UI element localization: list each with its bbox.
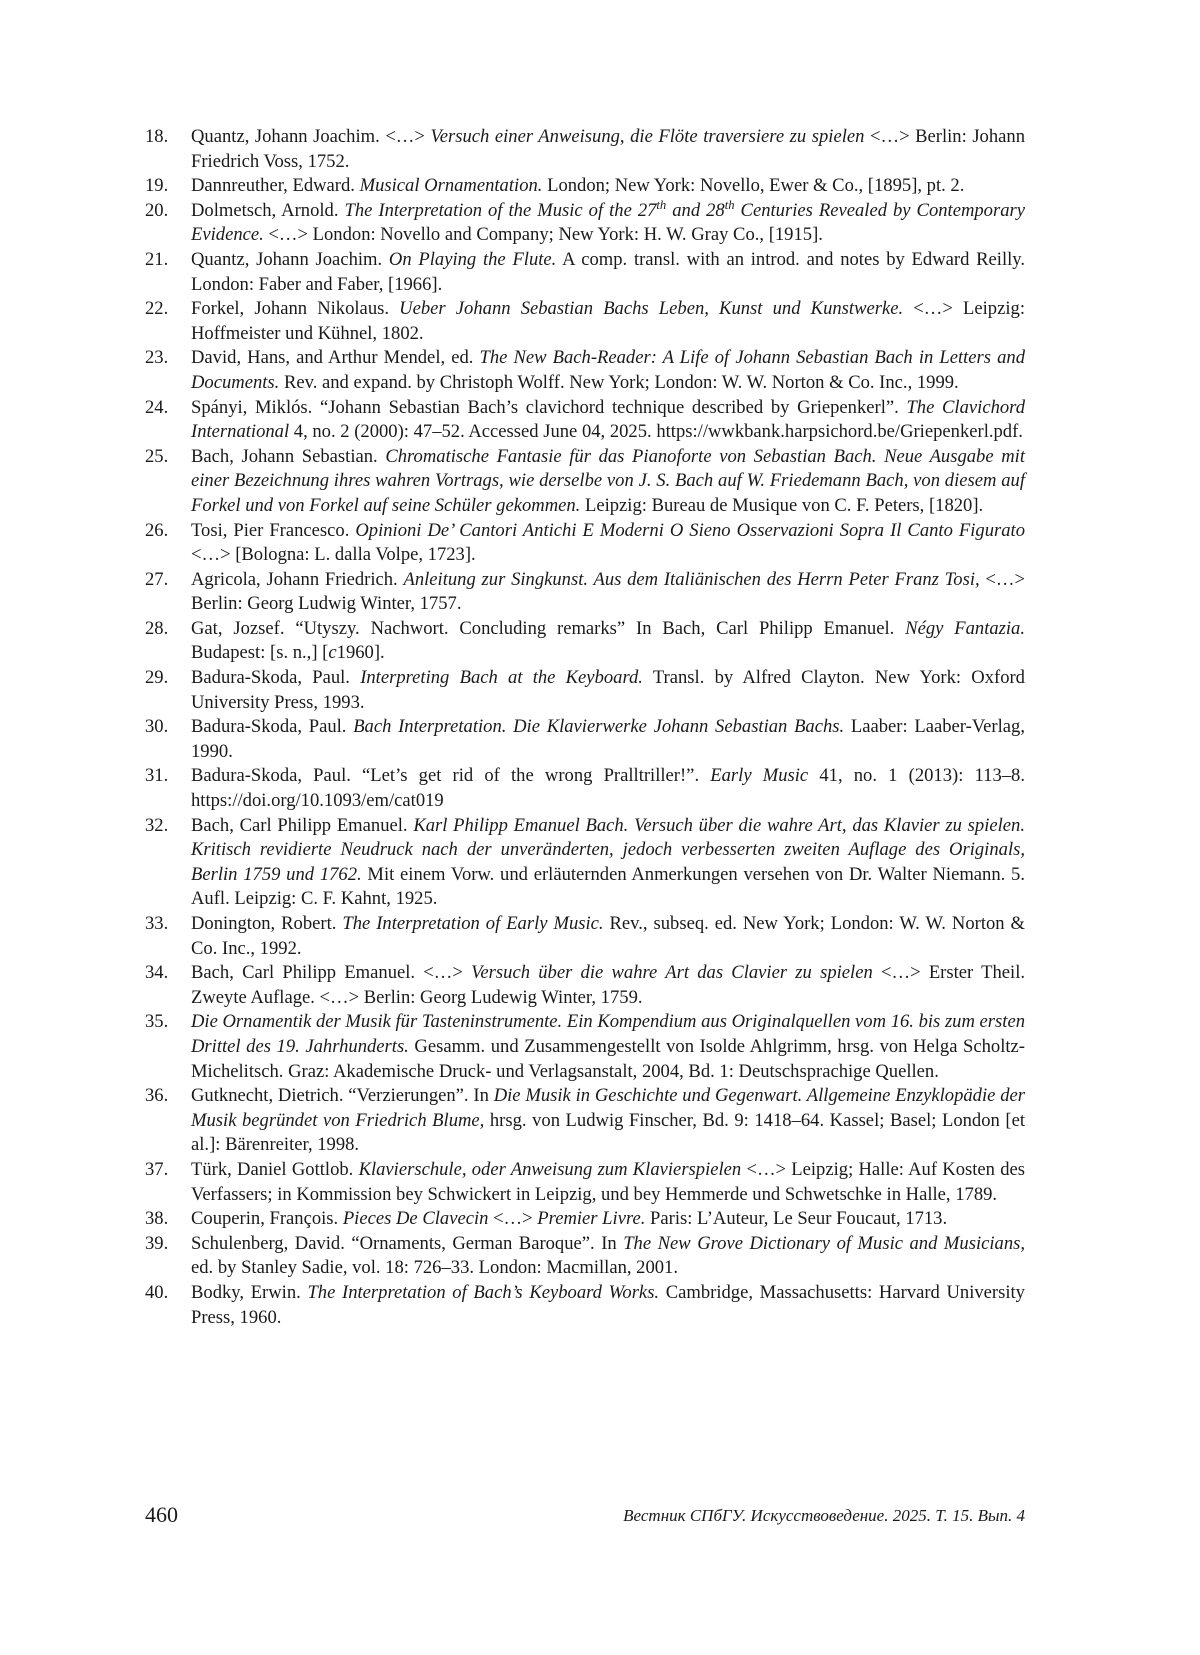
reference-number: 24.: [145, 396, 169, 418]
text-segment: A comp. transl. with an introd. and notes by Edward Reilly. London: Faber and Faber, [1966].: [191, 248, 1026, 295]
reference-text: [191, 913, 1025, 959]
reference-item: [145, 1010, 1025, 1084]
text-segment: Quantz, Johann Joachim.: [191, 248, 389, 270]
text-segment: 41, no. 1 (2013): 113–8. https://doi.org/10.1093/em/cat019: [191, 765, 1025, 812]
text-segment: <…> Leipzig; Halle: Auf Kosten des Verfassers; in Kommission bey Schwickert in Leipzig, und bey Hemmerde und Schwetschke in Halle, 1789.: [191, 1158, 1025, 1205]
italic-title-segment: Opinioni De’ Cantori Antichi E Moderni O Sieno Osservazioni Sopra Il Canto Figurato: [355, 519, 1025, 541]
italic-title-segment: Early Music: [710, 765, 809, 787]
reference-text: [191, 667, 1025, 713]
reference-number: 20.: [145, 199, 169, 221]
text-segment: Gutknecht, Dietrich. “Verzierungen”. In: [191, 1085, 494, 1107]
text-segment: Spányi, Miklós. “Johann Sebastian Bach’s clavichord technique described by Griepenkerl”.: [191, 396, 907, 418]
italic-title-segment: Bach Interpretation. Die Klavierwerke Johann Sebastian Bachs.: [353, 716, 845, 738]
text-segment: Mit einem Vorw. und erläuternden Anmerkungen versehen von Dr. Walter Niemann. 5. Aufl. Leipzig: C. F. Kahnt, 1925.: [191, 863, 1025, 910]
reference-item: [145, 568, 1025, 617]
text-segment: <…> London: Novello and Company; New York: H. W. Gray Co., [1915].: [263, 224, 823, 246]
reference-text: [191, 1208, 947, 1229]
text-segment: Gat, Jozsef. “Utyszy. Nachwort. Concluding remarks” In Bach, Carl Philipp Emanuel.: [191, 617, 906, 639]
reference-text: [191, 197, 1025, 246]
superscript-text: th: [724, 197, 735, 212]
text-segment: Bach, Carl Philipp Emanuel.: [191, 814, 414, 836]
italic-title-segment: The Interpretation of Early Music.: [342, 913, 604, 934]
text-segment: Budapest: [s. n.,] [: [191, 642, 329, 664]
text-segment: Laaber: Laaber-Verlag, 1990.: [191, 716, 1025, 762]
italic-title-segment: On Playing the Flute.: [388, 248, 557, 270]
reference-text: [191, 716, 1025, 762]
italic-title-segment: The New Grove Dictionary of Music and Musicians,: [623, 1232, 1026, 1254]
reference-item: [145, 199, 1025, 248]
italic-title-segment: Interpreting Bach at the Keyboard.: [360, 667, 643, 689]
reference-text: [191, 618, 1025, 664]
reference-number: 23.: [145, 347, 169, 369]
text-segment: <…> Berlin: Johann Friedrich Voss, 1752.: [191, 126, 1025, 172]
italic-title-segment: Die Musik in Geschichte und Gegenwart. Allgemeine Enzyklopädie der Musik begründet von Friedrich Blume,: [191, 1085, 1025, 1131]
reference-item: [145, 445, 1025, 519]
reference-text: [191, 1159, 1025, 1205]
italic-title-segment: Négy Fantazia.: [905, 617, 1026, 639]
reference-item: [145, 248, 1025, 297]
text-segment: David, Hans, and Arthur Mendel, ed.: [191, 347, 480, 369]
reference-text: [191, 1282, 1025, 1328]
italic-title-segment: Ueber Johann Sebastian Bachs Leben, Kunst und Kunstwerke.: [399, 298, 904, 320]
text-segment: Bach, Carl Philipp Emanuel. <…>: [191, 962, 472, 984]
reference-text: [191, 765, 1025, 811]
reference-item: [145, 1207, 1025, 1232]
page-footer: [145, 1502, 1025, 1532]
reference-text: [191, 397, 1025, 443]
reference-text: [191, 815, 1025, 910]
reference-number: 39.: [145, 1232, 169, 1254]
text-segment: Agricola, Johann Friedrich.: [191, 568, 404, 590]
text-segment: ed. by Stanley Sadie, vol. 18: 726–33. London: Macmillan, 2001.: [191, 1257, 678, 1279]
reference-item: [145, 174, 1025, 199]
italic-title-segment: Musical Ornamentation.: [359, 175, 543, 197]
reference-list: [145, 125, 1025, 1330]
text-segment: <…> Berlin: Georg Ludwig Winter, 1757.: [191, 568, 1025, 615]
reference-number: 29.: [145, 667, 169, 689]
reference-item: [145, 912, 1025, 961]
italic-title-segment: The Clavichord International: [191, 396, 1026, 443]
running-title: Вестник СПбГУ. Искусствоведение. 2025. Т. 15. Вып. 4: [623, 1506, 1025, 1525]
text-segment: Dolmetsch, Arnold.: [191, 199, 345, 221]
reference-number: 19.: [145, 175, 169, 197]
reference-item: [145, 297, 1025, 346]
text-segment: Quantz, Johann Joachim. <…>: [191, 126, 431, 147]
reference-text: [191, 126, 1025, 172]
reference-number: 33.: [145, 913, 169, 934]
reference-number: 22.: [145, 298, 169, 320]
reference-number: 30.: [145, 716, 169, 738]
text-segment: Badura-Skoda, Paul. “Let’s get rid of the wrong Pralltriller!”.: [191, 765, 711, 787]
italic-title-segment: Die Ornamentik der Musik für Tasteninstrumente. Ein Kompendium aus Originalquellen vom 16. bis zum ersten Drittel des 19. Jahrhunderts.: [191, 1011, 1025, 1057]
reference-text: [191, 175, 964, 196]
reference-number: 21.: [145, 248, 169, 270]
reference-number: 37.: [145, 1158, 169, 1180]
italic-title-segment: Premier Livre.: [537, 1208, 646, 1230]
superscript-text: th: [656, 197, 667, 212]
reference-number: 28.: [145, 617, 169, 639]
reference-text: [191, 962, 1025, 1008]
italic-title-segment: Centuries Revealed by Contemporary Evidence.: [191, 199, 1025, 246]
reference-item: [145, 1281, 1025, 1330]
reference-text: [191, 569, 1025, 615]
reference-number: 26.: [145, 519, 169, 541]
text-segment: Dannreuther, Edward.: [191, 175, 360, 197]
italic-title-segment: Pieces De Clavecin: [342, 1208, 489, 1230]
text-segment: Gesamm. und Zusammengestellt von Isolde Ahlgrimm, hrsg. von Helga Scholtz-Michelitsch. Graz: Akademische Druck- und Verlagsanstalt, 2004, Bd. 1: Deutschsprachige Quellen.: [191, 1035, 1025, 1082]
reference-item: [145, 1158, 1025, 1207]
reference-item: [145, 1084, 1025, 1158]
reference-item: [145, 346, 1025, 395]
italic-title-segment: Versuch einer Anweisung, die Flöte traversiere zu spielen: [430, 126, 865, 147]
reference-text: [191, 1085, 1025, 1155]
reference-number: 34.: [145, 962, 169, 984]
text-segment: hrsg. von Ludwig Finscher, Bd. 9: 1418–64. Kassel; Basel; London [et al.]: Bärenreiter, 1998.: [191, 1109, 1025, 1156]
reference-text: [191, 1011, 1025, 1081]
text-segment: Rev. and expand. by Christoph Wolff. New York; London: W. W. Norton & Co. Inc., 1999.: [279, 371, 959, 393]
text-segment: Badura-Skoda, Paul.: [191, 716, 354, 738]
reference-number: 35.: [145, 1011, 169, 1033]
italic-title-segment: Chromatische Fantasie für das Pianoforte von Sebastian Bach. Neue Ausgabe mit einer Bezeichnung ihres wahren Vortrags, wie derselbe von J. S. Bach auf W. Friedemann Bach, von diesem auf Forkel und von Forkel auf seine Schüler gekommen.: [191, 445, 1025, 516]
reference-number: 32.: [145, 814, 169, 836]
text-segment: Paris: L’Auteur, Le Seur Foucaut, 1713.: [645, 1208, 948, 1230]
italic-title-segment: The New Bach-Reader: A Life of Johann Sebastian Bach in Letters and Documents.: [191, 347, 1025, 393]
text-segment: London; New York: Novello, Ewer & Co., [1895], pt. 2.: [542, 175, 965, 197]
italic-title-segment: c: [328, 642, 337, 664]
reference-text: [191, 1233, 1025, 1279]
reference-item: [145, 666, 1025, 715]
reference-text: [191, 249, 1025, 295]
italic-title-segment: Versuch über die wahre Art das Clavier zu spielen: [471, 962, 873, 984]
reference-number: 18.: [145, 126, 169, 147]
page-number: 460: [145, 1502, 178, 1527]
text-segment: Tosi, Pier Francesco.: [191, 519, 356, 541]
italic-title-segment: The Interpretation of the Music of the 27: [344, 199, 657, 221]
reference-item: [145, 961, 1025, 1010]
reference-number: 38.: [145, 1208, 169, 1230]
text-segment: <…> Leipzig: Hoffmeister und Kühnel, 1802.: [191, 298, 1025, 344]
text-segment: Transl. by Alfred Clayton. New York: Oxford University Press, 1993.: [191, 667, 1025, 713]
text-segment: Cambridge, Massachusetts: Harvard University Press, 1960.: [191, 1281, 1025, 1328]
reference-item: [145, 764, 1025, 813]
reference-item: [145, 814, 1025, 912]
reference-number: 31.: [145, 765, 169, 787]
reference-number: 40.: [145, 1281, 169, 1303]
reference-text: [191, 520, 1025, 566]
text-segment: Rev., subseq. ed. New York; London: W. W. Norton & Co. Inc., 1992.: [191, 913, 1025, 959]
text-segment: 1960].: [336, 642, 385, 664]
text-segment: Türk, Daniel Gottlob.: [191, 1158, 359, 1180]
reference-item: [145, 1232, 1025, 1281]
reference-item: [145, 519, 1025, 568]
text-segment: <…> Erster Theil. Zweyte Auflage. <…> Berlin: Georg Ludewig Winter, 1759.: [191, 962, 1026, 1008]
reference-item: [145, 715, 1025, 764]
text-segment: Bach, Johann Sebastian.: [191, 445, 386, 467]
reference-item: [145, 396, 1025, 445]
reference-number: 36.: [145, 1085, 169, 1107]
reference-item: [145, 617, 1025, 666]
text-segment: 4, no. 2 (2000): 47–52. Accessed June 04, 2025. https://wwkbank.harpsichord.be/Griepenkerl.pdf.: [289, 421, 1023, 443]
text-segment: Donington, Robert.: [191, 913, 343, 934]
reference-text: [191, 298, 1025, 344]
text-segment: Forkel, Johann Nikolaus.: [191, 298, 400, 320]
reference-text: [191, 347, 1025, 393]
italic-title-segment: Anleitung zur Singkunst. Aus dem Italiänischen des Herrn Peter Franz Tosi,: [403, 568, 980, 590]
text-segment: <…> [Bologna: L. dalla Volpe, 1723].: [191, 544, 476, 566]
italic-title-segment: Klavierschule, oder Anweisung zum Klavierspielen: [358, 1158, 742, 1180]
reference-number: 27.: [145, 568, 169, 590]
text-segment: Badura-Skoda, Paul.: [191, 667, 361, 689]
italic-title-segment: and 28: [666, 199, 725, 221]
italic-title-segment: Karl Philipp Emanuel Bach. Versuch über die wahre Art, das Klavier zu spielen. Kritisch revidierte Neudruck nach der unveränderten, jedoch verbesserten zweiten Auflage des Originals, Berlin 1759 und 1762.: [191, 814, 1025, 885]
reference-number: 25.: [145, 445, 169, 467]
text-segment: Leipzig: Bureau de Musique von C. F. Peters, [1820].: [580, 494, 984, 516]
text-segment: Couperin, François.: [191, 1208, 343, 1230]
italic-title-segment: The Interpretation of Bach’s Keyboard Works.: [307, 1281, 660, 1303]
text-segment: Bodky, Erwin.: [191, 1281, 308, 1303]
reference-item: [145, 125, 1025, 174]
text-segment: <…>: [488, 1208, 538, 1230]
text-segment: Schulenberg, David. “Ornaments, German Baroque”. In: [191, 1232, 624, 1254]
reference-text: [191, 446, 1025, 516]
